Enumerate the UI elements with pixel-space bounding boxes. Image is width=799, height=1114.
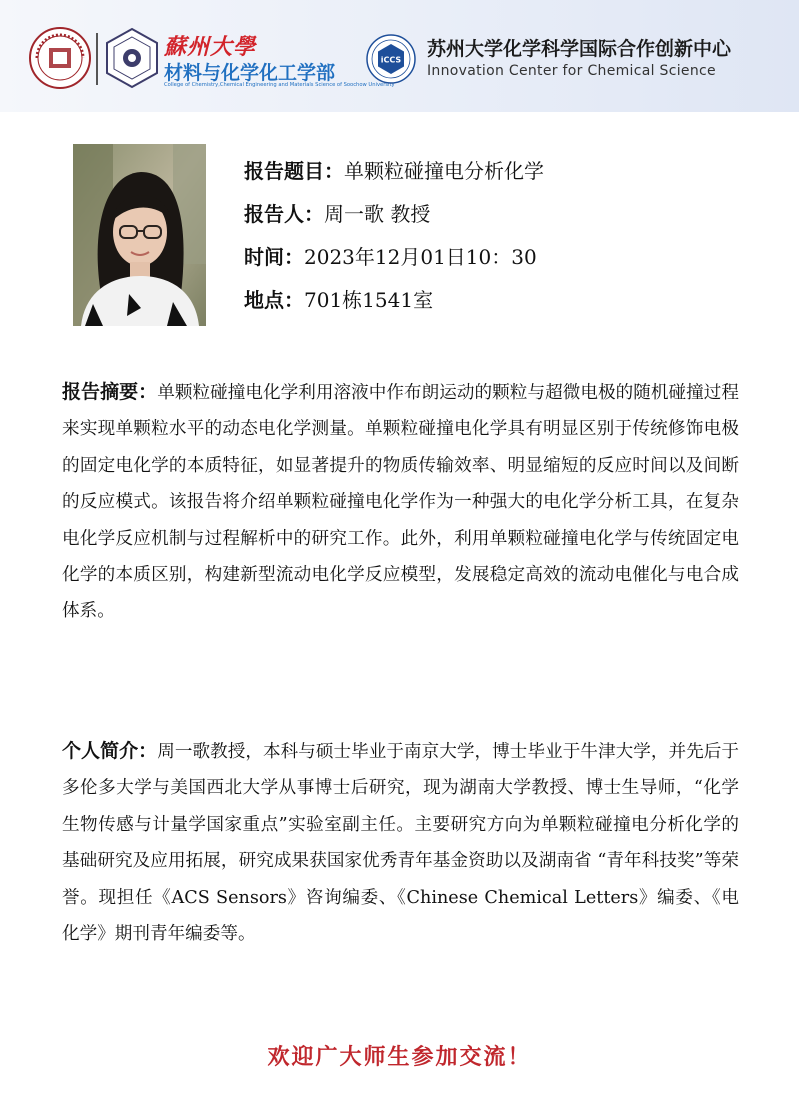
time-row: [244, 241, 537, 270]
school-name-calligraphy: 蘇州大學: [164, 34, 257, 60]
speaker-label: 报告人：: [244, 202, 324, 226]
abstract-label: 报告摘要：: [62, 381, 158, 403]
talk-title-label: 报告题目：: [244, 159, 344, 183]
place-row: [244, 284, 433, 313]
iccs-logo: [366, 34, 416, 84]
time-value: 2023年12月01日10：30: [304, 245, 537, 269]
department-name: 材料与化学化工学部: [164, 62, 336, 84]
bio-text: 周一歌教授，本科与硕士毕业于南京大学，博士毕业于牛津大学，并先后于多伦多大学与美国西北大学从事博士后研究，现为湖南大学教授、博士生导师，“化学生物传感与计量学国家重点”实验室副主任。主要研究方向为单颗粒碰撞电分析化学的基础研究及应用拓展，研究成果获国家优秀青年基金资助以及湖南省 “青年科技奖”等荣誉。现担任《ACS Sensors》咨询编委、《Chinese Chemical Letters》编委、《电化学》期刊青年编委等。: [62, 742, 739, 945]
svg-text:iCCS: iCCS: [380, 55, 402, 65]
place-value: 701栋1541室: [304, 288, 434, 312]
header-divider: [96, 33, 98, 85]
department-english-name: College of Chemistry,Chemical Engineering and Materials Science of Soochow University: [164, 82, 395, 88]
welcome-message: 欢迎广大师生参加交流！: [267, 1044, 532, 1070]
speaker-row: [244, 198, 430, 227]
abstract-text: 单颗粒碰撞电化学利用溶液中作布朗运动的颗粒与超微电极的随机碰撞过程来实现单颗粒水平的动态电化学测量。单颗粒碰撞电化学具有明显区别于传统修饰电极的固定电化学的本质特征，如显著提升的物质传输效率、明显缩短的反应时间以及间断的反应模式。该报告将介绍单颗粒碰撞电化学作为一种强大的电化学分析工具，在复杂电化学反应机制与过程解析中的研究工作。此外，利用单颗粒碰撞电化学与传统固定电化学的本质区别，构建新型流动电化学反应模型，发展稳定高效的流动电催化与电合成体系。: [62, 383, 739, 622]
bio-paragraph: [62, 733, 739, 952]
center-name-cn: 苏州大学化学科学国际合作创新中心: [427, 38, 732, 60]
time-label: 时间：: [244, 245, 304, 269]
abstract-paragraph: [62, 374, 739, 630]
talk-title-value: 单颗粒碰撞电分析化学: [344, 159, 544, 183]
place-label: 地点：: [244, 288, 304, 312]
bio-label: 个人简介：: [62, 740, 158, 762]
talk-title-row: [244, 155, 544, 184]
speaker-value: 周一歌 教授: [324, 202, 431, 226]
university-seal-logo: [29, 27, 91, 89]
speaker-photo: [73, 144, 206, 326]
department-hexagon-logo: [101, 27, 163, 89]
center-name-en: Innovation Center for Chemical Science: [427, 63, 716, 79]
